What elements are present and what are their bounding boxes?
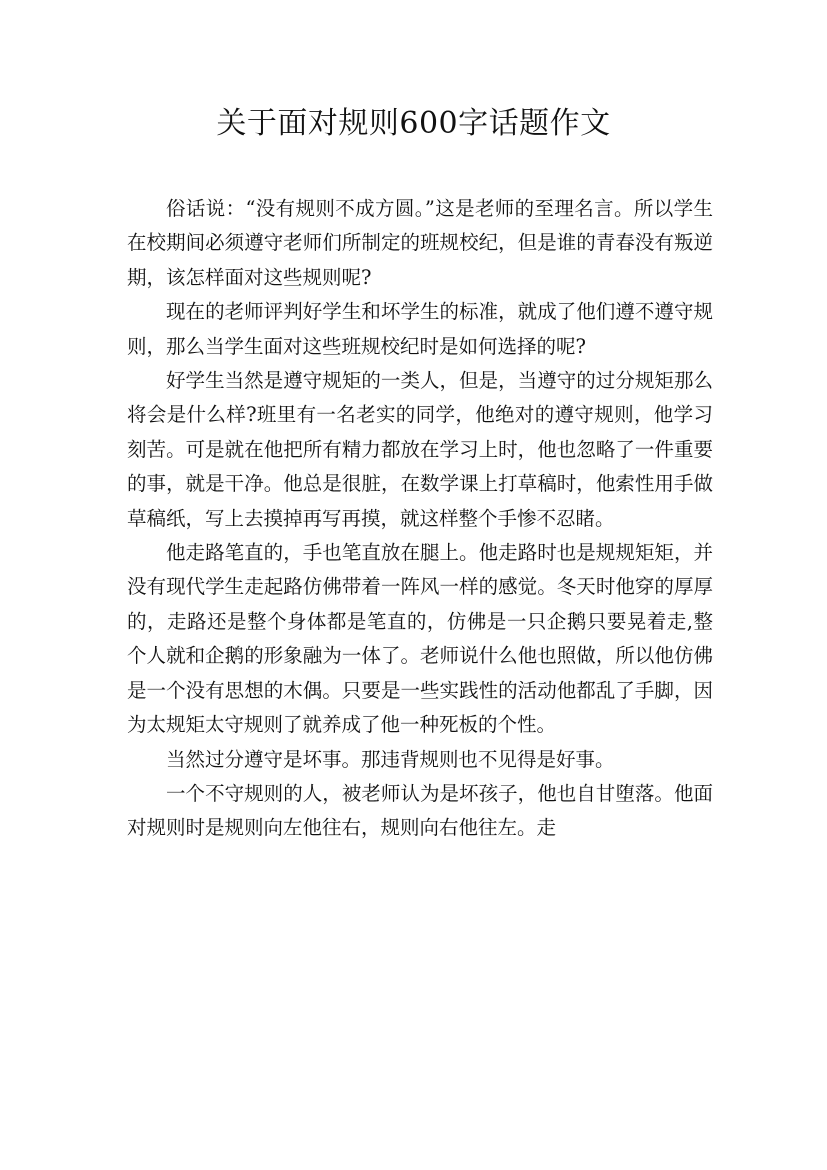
paragraph: 俗话说：“没有规则不成方圆。”这是老师的至理名言。所以学生在校期间必须遵守老师们所制定的班规校纪，但是谁的青春没有叛逆期，该怎样面对这些规则呢?: [127, 197, 713, 289]
document-body: [127, 192, 713, 846]
paragraph: 好学生当然是遵守规矩的一类人，但是，当遵守的过分规矩那么将会是什么样?班里有一名老实的同学，他绝对的遵守规则，他学习刻苦。可是就在他把所有精力都放在学习上时，他也忽略了一件重要的事，就是干净。他总是很脏，在数学课上打草稿时，他索性用手做草稿纸，写上去摸掉再写再摸，就这样整个手惨不忍睹。: [127, 369, 713, 530]
paragraph: 现在的老师评判好学生和坏学生的标准，就成了他们遵不遵守规则，那么当学生面对这些班规校纪时是如何选择的呢?: [127, 300, 713, 358]
paragraph: 一个不守规则的人，被老师认为是坏孩子，他也自甘堕落。他面对规则时是规则向左他往右，规则向右他往左。走: [127, 781, 713, 840]
paragraph: 当然过分遵守是坏事。那违背规则也不见得是好事。: [166, 747, 615, 771]
paragraph: 他走路笔直的，手也笔直放在腿上。他走路时也是规规矩矩，并没有现代学生走起路仿佛带着一阵风一样的感觉。冬天时他穿的厚厚的，走路还是整个身体都是笔直的，仿佛是一只企鹅只要晃着走,整个人就和企鹅的形象融为一体了。老师说什么他也照做，所以他仿佛是一个没有思想的木偶。只要是一些实践性的活动他都乱了手脚，因为太规矩太守规则了就养成了他一种死板的个性。: [127, 541, 713, 737]
document-title: 关于面对规则600字话题作文: [216, 106, 611, 141]
